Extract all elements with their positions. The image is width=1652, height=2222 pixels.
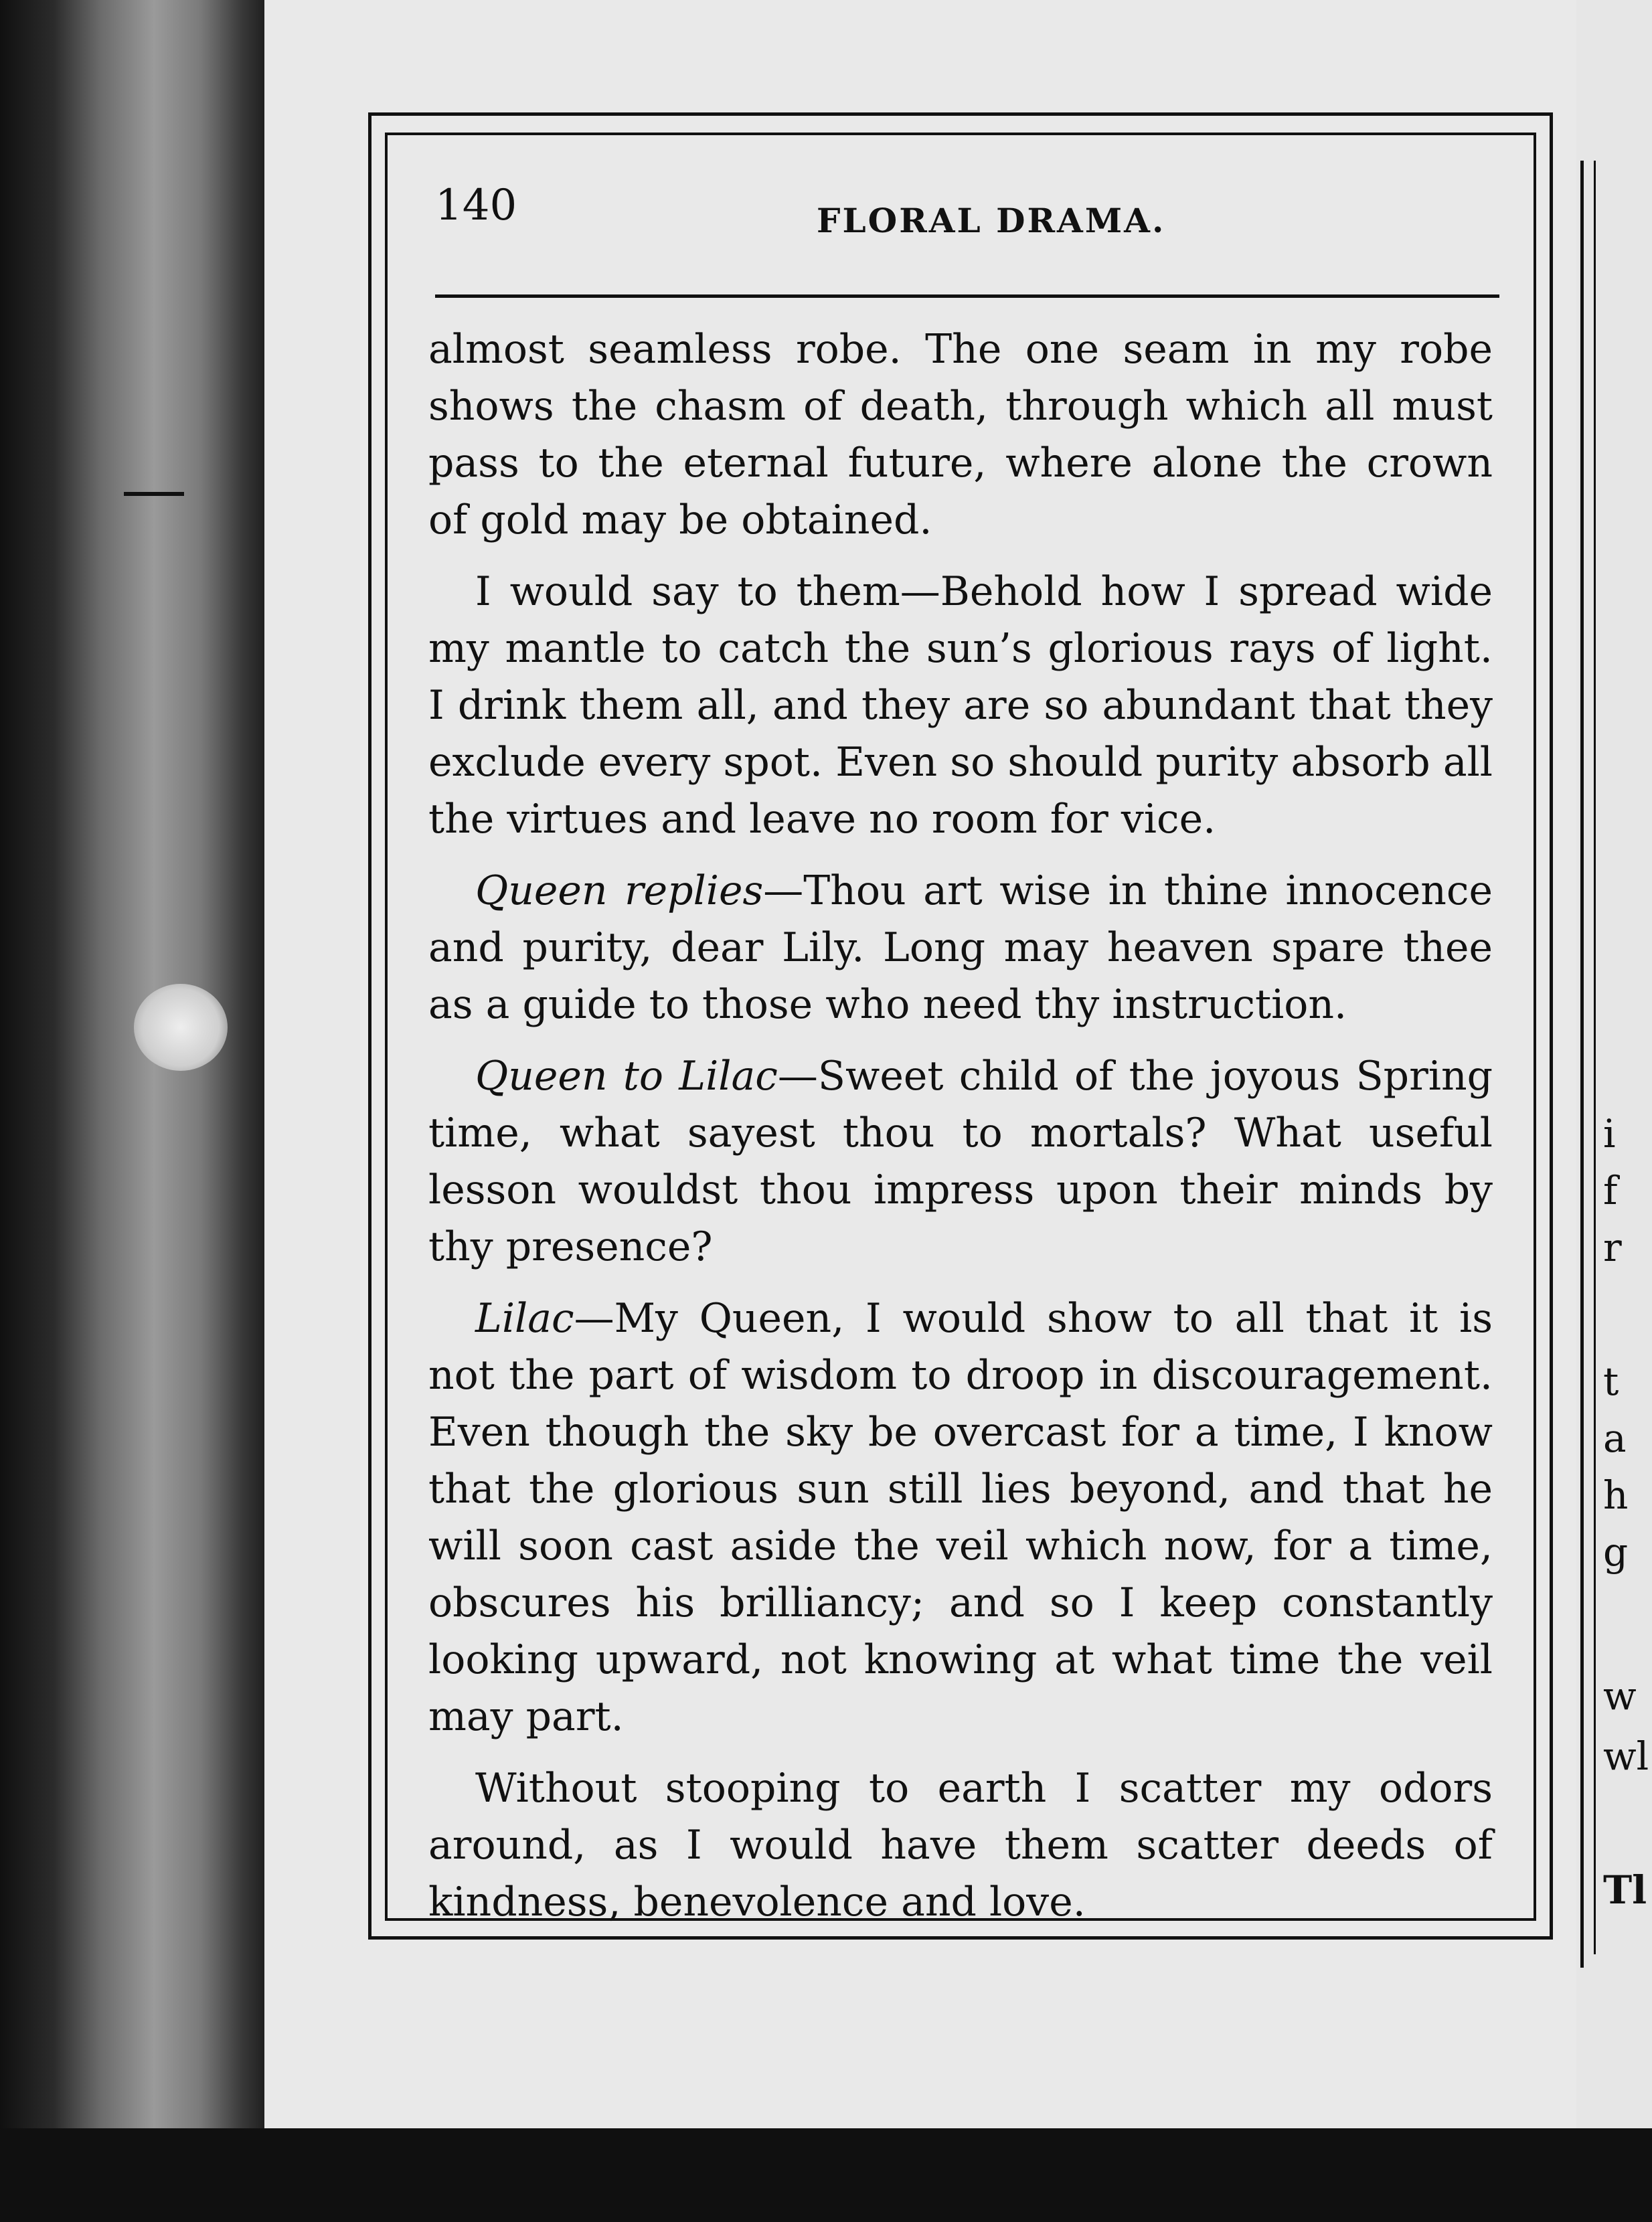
paragraph-3-text: —Thou art wise in thine innocence and purity, dear Lily. Long may heaven spare thee as a guide to those who need thy instruction. bbox=[428, 867, 1493, 1028]
paragraph-5-text: —My Queen, I would show to all that it is not the part of wisdom to droop in discouragement. Even though the sky be overcast for a time, I know that the glorious sun still lies beyond, and that he will soon cast aside the veil which now, for a time, obscures his brilliancy; and so I keep constantly looking upward, not knowing at what time the veil may part. bbox=[428, 1295, 1493, 1740]
paragraph-4 bbox=[428, 1048, 1493, 1276]
next-page-fragment: i bbox=[1603, 1111, 1616, 1157]
next-page-fragment: w bbox=[1603, 1673, 1637, 1719]
next-page-fragment: t bbox=[1603, 1359, 1619, 1404]
paragraph-2-text: I would say to them—Behold how I spread wide my mantle to catch the sun’s glorious rays of light. I drink them all, and they are so abundant that they exclude every spot. Even so should purity absorb all the virtues and leave no room for vice. bbox=[428, 568, 1493, 843]
paragraph-2 bbox=[428, 564, 1493, 848]
speaker-label: Queen to Lilac bbox=[475, 1053, 778, 1100]
page-header bbox=[435, 181, 1499, 241]
spine-stain bbox=[134, 984, 228, 1071]
page-number: 140 bbox=[435, 181, 517, 230]
next-page-fragment: g bbox=[1603, 1529, 1629, 1575]
next-page-fragment: wl bbox=[1603, 1733, 1649, 1779]
next-page-fragment: a bbox=[1603, 1416, 1627, 1461]
book-spine bbox=[0, 0, 268, 2222]
next-page-fragment: f bbox=[1603, 1168, 1618, 1213]
speaker-label: Queen replies bbox=[475, 867, 764, 914]
speaker-label: Lilac bbox=[475, 1295, 574, 1342]
next-page-edge bbox=[1576, 0, 1652, 2128]
paragraph-6-text: Without stooping to earth I scatter my odors around, as I would have them scatter deeds of kindness, benevolence and love. bbox=[428, 1765, 1493, 1926]
next-page-fragment: Tl bbox=[1603, 1867, 1647, 1913]
next-page-fragment: r bbox=[1603, 1225, 1622, 1270]
paragraph-3 bbox=[428, 863, 1493, 1033]
spine-mark bbox=[124, 492, 184, 496]
paragraph-5 bbox=[428, 1290, 1493, 1745]
header-rule bbox=[435, 294, 1499, 298]
next-page-fragment: h bbox=[1603, 1472, 1629, 1518]
paragraph-4-text: —Sweet child of the joyous Spring time, what sayest thou to mortals? What useful lesson wouldst thou impress upon their minds by thy presence? bbox=[428, 1053, 1493, 1270]
paragraph-1 bbox=[428, 321, 1493, 549]
paragraph-1-text: almost seamless robe. The one seam in my robe shows the chasm of death, through which all must pass to the eternal future, where alone the crown of gold may be obtained. bbox=[428, 326, 1493, 543]
bottom-shadow bbox=[0, 2128, 1652, 2222]
next-page-border-line-inner bbox=[1594, 161, 1596, 1954]
paragraph-6 bbox=[428, 1760, 1493, 1931]
running-title: FLORAL DRAMA. bbox=[817, 201, 1166, 240]
next-page-border-line bbox=[1580, 161, 1584, 1968]
body-text bbox=[428, 321, 1493, 1946]
